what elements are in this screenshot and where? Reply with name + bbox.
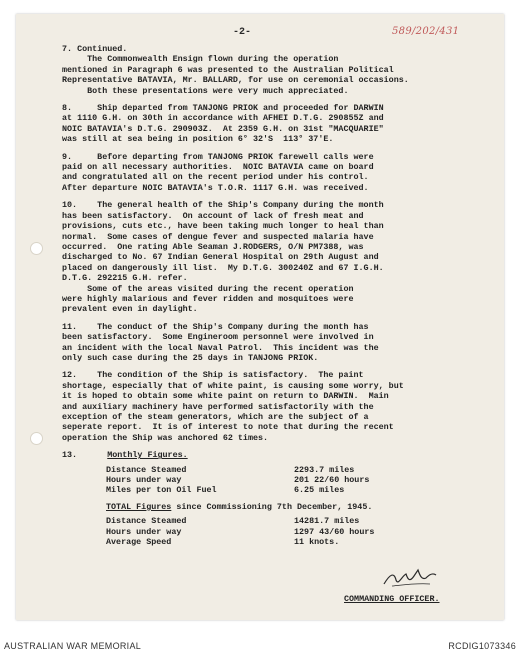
paragraph-line: it is hoped to obtain some white paint on return to DARWIN. Main (62, 391, 389, 402)
paragraph-line: normal. Some cases of dengue fever and suspected malaria have (62, 231, 374, 242)
paragraph-line: Representative BATAVIA, Mr. BALLARD, for use on ceremonial occasions. (62, 75, 409, 86)
total-figures-title: TOTAL Figures (106, 501, 172, 512)
report-paragraph (62, 152, 480, 194)
figure-value: 201 22/60 hours (294, 475, 370, 486)
report-paragraph (62, 370, 480, 443)
paragraph-line: 11. The conduct of the Ship's Company during the month has (62, 321, 369, 332)
paragraph-line: D.T.G. 292215 G.H. refer. (62, 273, 188, 284)
total-figures-heading (62, 502, 480, 512)
figure-label: Hours under way (106, 475, 182, 486)
monthly-figures-table (62, 465, 480, 496)
figure-label: Distance Steamed (106, 464, 187, 475)
monthly-figures-title: Monthly Figures. (107, 450, 188, 461)
report-paragraph (62, 103, 480, 145)
paragraph-line: and congratulated all on the recent period under his control. (62, 172, 369, 183)
paragraph-line: provisions, cuts etc., have been taking much longer to heal than (62, 221, 384, 232)
paragraph-line: 10. The general health of the Ship's Company during the month (62, 200, 384, 211)
paragraph-line: exception of the steam generators, which are the subject of a (62, 412, 369, 422)
paragraph-line: The Commonwealth Ensign flown during the operation (62, 54, 339, 65)
paragraph-line: Both these presentations were very much appreciated. (62, 85, 349, 96)
figure-label: Miles per ton Oil Fuel (106, 485, 217, 496)
figure-row (62, 475, 480, 485)
reference-number: 589/202/431 (392, 26, 460, 37)
punch-hole (30, 242, 43, 255)
paragraph-line: placed on dangerously ill list. My D.T.G. 300240Z and 67 I.G.H. (62, 262, 384, 273)
figure-row (62, 516, 480, 526)
paragraph-line: paid on all necessary authorities. NOIC BATAVIA came on board (62, 162, 374, 173)
figure-label: Average Speed (106, 536, 172, 547)
report-body (62, 44, 480, 553)
paragraph-line: has been satisfactory. On account of lack of fresh meat and (62, 210, 364, 221)
paragraph-line: shortage, especially that of white paint, is causing some worry, but (62, 380, 404, 391)
report-paragraph (62, 44, 480, 96)
paragraph-line: Some of the areas visited during the recent operation (62, 283, 354, 294)
figure-row (62, 527, 480, 537)
figure-value: 2293.7 miles (294, 464, 355, 475)
figure-label: Hours under way (106, 526, 182, 537)
paragraph-line: an incident with the local Naval Patrol. This incident was the (62, 342, 379, 353)
paragraph-line: at 1110 G.H. on 30th in accordance with AFHEI D.T.G. 290855Z and (62, 113, 384, 124)
paragraph-list (62, 44, 480, 443)
archive-name: AUSTRALIAN WAR MEMORIAL (4, 641, 142, 651)
page-number: -2- (233, 27, 252, 38)
paragraph-line: 9. Before departing from TANJONG PRIOK farewell calls were (62, 151, 374, 162)
paragraph-line: 12. The condition of the Ship is satisfactory. The paint (62, 370, 364, 381)
paragraph-line: mentioned in Paragraph 6 was presented to the Australian Political (62, 64, 394, 75)
figure-row (62, 537, 480, 547)
punch-hole (30, 432, 43, 445)
figure-row (62, 485, 480, 495)
paragraph-line: prevalent even in daylight. (62, 304, 198, 315)
paragraph-line: discharged to No. 67 Indian General Hospital on 29th August and (62, 252, 379, 263)
paragraph-line: and auxiliary machinery have performed satisfactorily with the (62, 401, 374, 412)
report-paragraph (62, 322, 480, 364)
total-figures-table (62, 516, 480, 547)
figure-label: Distance Steamed (106, 516, 187, 527)
paragraph-line: 8. Ship departed from TANJONG PRIOK and proceeded for DARWIN (62, 103, 384, 114)
figure-value: 11 knots. (294, 536, 340, 547)
paragraph-line: only such case during the 25 days in TANJONG PRIOK. (62, 352, 319, 363)
paragraph-line: After departure NOIC BATAVIA's T.O.R. 1117 G.H. was received. (62, 182, 369, 193)
commanding-officer-title: COMMANDING OFFICER. (344, 594, 440, 604)
paragraph-line: 7. Continued. (62, 44, 128, 54)
report-paragraph (62, 200, 480, 314)
figure-value: 1297 43/60 hours (294, 526, 375, 537)
paragraph-number: 13. (62, 450, 78, 461)
figure-value: 6.25 miles (294, 485, 345, 496)
paragraph-line: occurred. One rating Able Seaman J.RODGERS, O/N PM7388, was (62, 241, 364, 252)
archive-reference: RCDIG1073346 (448, 641, 516, 651)
paragraph-line: operation the Ship was anchored 62 times. (62, 432, 269, 443)
paragraph-line: NOIC BATAVIA's D.T.G. 290903Z. At 2359 G.H. on 31st "MACQUARIE" (62, 123, 384, 134)
figure-value: 14281.7 miles (294, 516, 360, 527)
signature (380, 566, 440, 590)
monthly-figures-heading (62, 450, 480, 460)
paragraph-line: seperate report. It is of interest to note that during the recent (62, 422, 394, 433)
figure-row (62, 465, 480, 475)
paragraph-line: been satisfactory. Some Engineroom personnel were involved in (62, 332, 374, 343)
paragraph-line: were highly malarious and fever ridden and mosquitoes were (62, 293, 354, 304)
paragraph-line: was still at sea being in position 6° 32'S 113° 37'E. (62, 134, 334, 145)
total-figures-subtitle: since Commissioning 7th December, 1945. (171, 501, 373, 512)
